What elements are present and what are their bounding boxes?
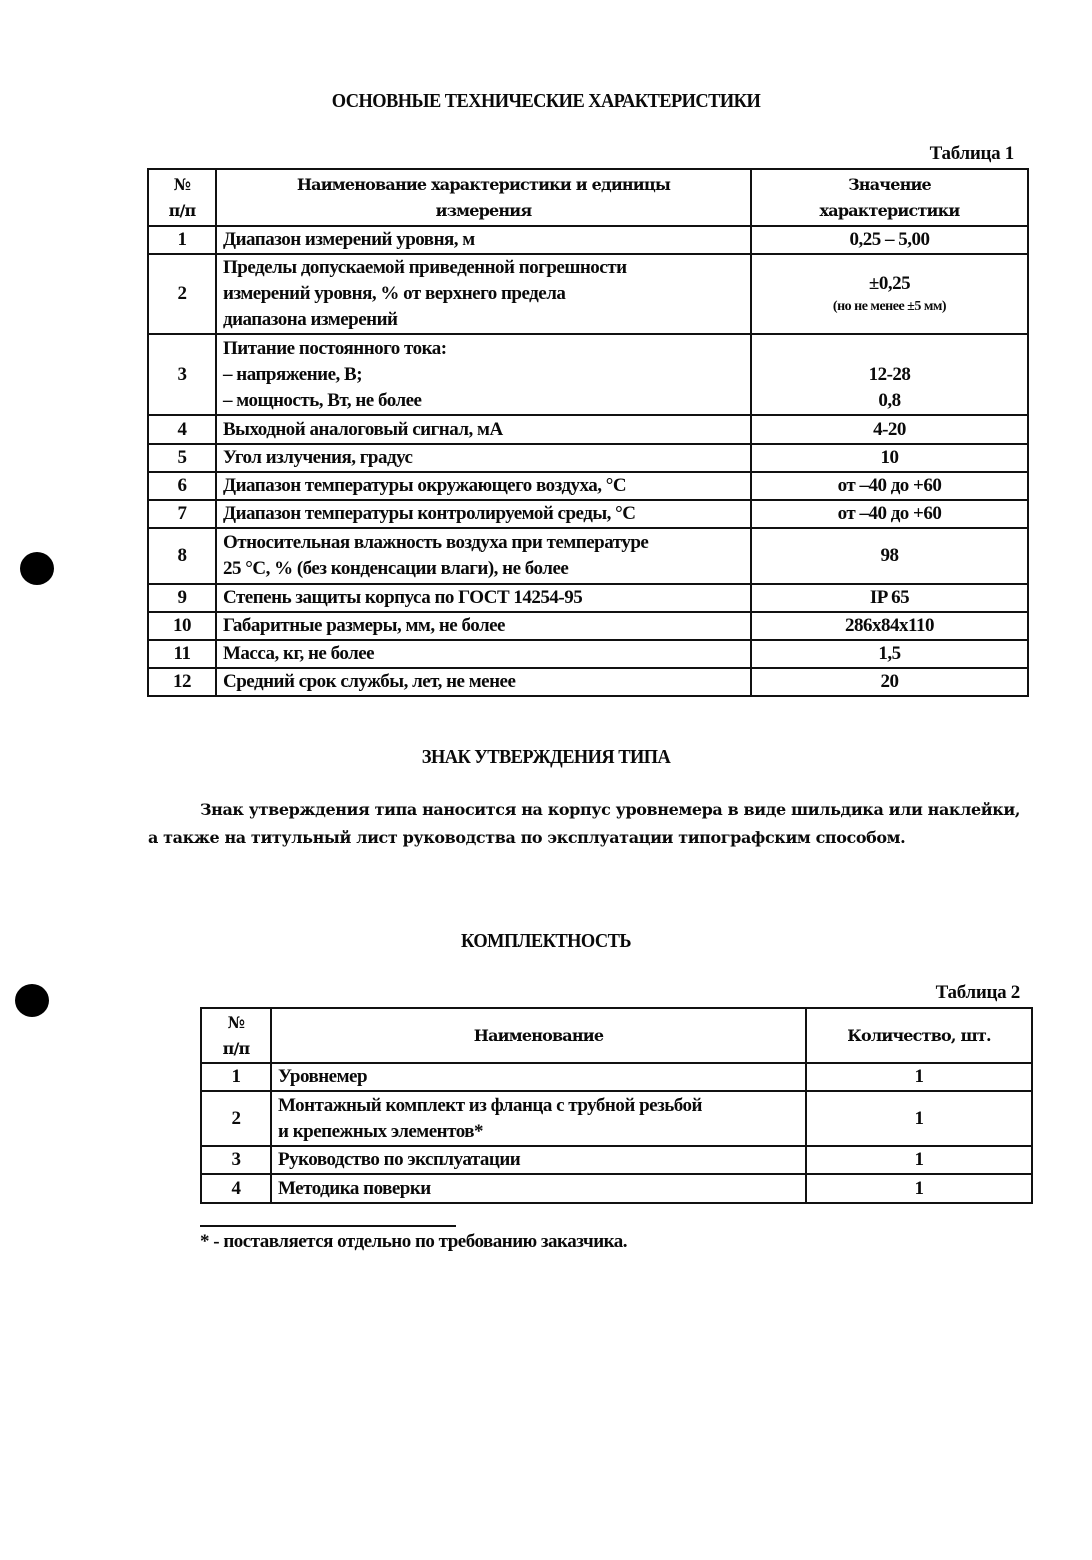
table-row [148, 500, 1028, 528]
table-row [148, 472, 1028, 500]
row-name: Габаритные размеры, мм, не более [216, 612, 751, 640]
completeness-table [200, 1007, 1033, 1204]
row-name: Степень защиты корпуса по ГОСТ 14254-95 [216, 584, 751, 612]
row-value: 10 [751, 444, 1028, 472]
row-quantity: 1 [806, 1174, 1032, 1203]
completeness-table-header [201, 1008, 1032, 1063]
row-quantity: 1 [806, 1146, 1032, 1174]
table-row [148, 668, 1028, 696]
row-name: Питание постоянного тока: – напряжение, В; – мощность, Вт, не более [216, 334, 751, 415]
row-value: IP 65 [751, 584, 1028, 612]
row-name: Диапазон температуры окружающего воздуха, °С [216, 472, 751, 500]
row-name: Угол излучения, градус [216, 444, 751, 472]
row-name: Руководство по эксплуатации [271, 1146, 806, 1174]
row-quantity: 1 [806, 1091, 1032, 1146]
row-value: ±0,25 (но не менее ±5 мм) [751, 254, 1028, 334]
row-name: Относительная влажность воздуха при температуре 25 °С, % (без конденсации влаги), не более [216, 528, 751, 584]
header-num: № п/п [148, 169, 216, 226]
footnote-divider [200, 1225, 456, 1227]
row-number: 8 [148, 528, 216, 584]
header-item-name: Наименование [271, 1008, 806, 1063]
table-row [201, 1174, 1032, 1203]
specs-table [147, 168, 1029, 697]
row-number: 2 [201, 1091, 271, 1146]
row-value: от –40 до +60 [751, 500, 1028, 528]
table-2-caption: Таблица 2 [935, 982, 1020, 1003]
row-number: 11 [148, 640, 216, 668]
row-number: 12 [148, 668, 216, 696]
table-row [148, 226, 1028, 254]
table-row [148, 254, 1028, 334]
table-row [148, 528, 1028, 584]
row-value: 4-20 [751, 415, 1028, 444]
table-1-caption: Таблица 1 [929, 143, 1014, 164]
table-row [148, 334, 1028, 415]
section-heading-type-approval: ЗНАК УТВЕРЖДЕНИЯ ТИПА [421, 746, 671, 768]
row-value: 0,25 – 5,00 [751, 226, 1028, 254]
row-number: 2 [148, 254, 216, 334]
row-value: 98 [751, 528, 1028, 584]
header-characteristic-value: Значение характеристики [751, 169, 1028, 226]
row-number: 5 [148, 444, 216, 472]
row-quantity: 1 [806, 1063, 1032, 1091]
section-heading-technical-specs: ОСНОВНЫЕ ТЕХНИЧЕСКИЕ ХАРАКТЕРИСТИКИ [331, 90, 761, 112]
table-row [201, 1063, 1032, 1091]
header-quantity: Количество, шт. [806, 1008, 1032, 1063]
row-number: 3 [201, 1146, 271, 1174]
punch-hole-mark [20, 552, 54, 585]
type-approval-paragraph: Знак утверждения типа наносится на корпус уровнемера в виде шильдика или наклейки, а также на титульный лист руководства по эксплуатации типографским способом. [148, 800, 1020, 847]
row-number: 4 [148, 415, 216, 444]
table-row [148, 640, 1028, 668]
table-row [148, 444, 1028, 472]
punch-hole-mark [15, 984, 49, 1017]
section-heading-completeness: КОМПЛЕКТНОСТЬ [461, 930, 631, 952]
row-value: 1,5 [751, 640, 1028, 668]
row-value: 12-28 0,8 [751, 334, 1028, 415]
row-name: Выходной аналоговый сигнал, мА [216, 415, 751, 444]
row-name: Средний срок службы, лет, не менее [216, 668, 751, 696]
row-name: Пределы допускаемой приведенной погрешности измерений уровня, % от верхнего предела диапазона измерений [216, 254, 751, 334]
row-name: Диапазон измерений уровня, м [216, 226, 751, 254]
row-name: Монтажный комплект из фланца с трубной резьбой и крепежных элементов* [271, 1091, 806, 1146]
header-num: № п/п [201, 1008, 271, 1063]
row-value: от –40 до +60 [751, 472, 1028, 500]
row-name: Уровнемер [271, 1063, 806, 1091]
footnote: * - поставляется отдельно по требованию заказчика. [200, 1231, 628, 1252]
row-name: Методика поверки [271, 1174, 806, 1203]
row-name: Масса, кг, не более [216, 640, 751, 668]
table-row [201, 1146, 1032, 1174]
row-number: 3 [148, 334, 216, 415]
row-number: 10 [148, 612, 216, 640]
row-number: 1 [148, 226, 216, 254]
row-number: 1 [201, 1063, 271, 1091]
row-number: 9 [148, 584, 216, 612]
row-number: 7 [148, 500, 216, 528]
row-number: 6 [148, 472, 216, 500]
table-row [201, 1091, 1032, 1146]
table-row [148, 612, 1028, 640]
row-value: 20 [751, 668, 1028, 696]
specs-table-header [148, 169, 1028, 226]
row-name: Диапазон температуры контролируемой среды, °С [216, 500, 751, 528]
row-number: 4 [201, 1174, 271, 1203]
value-note: (но не менее ±5 мм) [832, 299, 947, 314]
row-value: 286x84x110 [751, 612, 1028, 640]
table-row [148, 415, 1028, 444]
header-characteristic-name: Наименование характеристики и единицы измерения [216, 169, 751, 226]
table-row [148, 584, 1028, 612]
